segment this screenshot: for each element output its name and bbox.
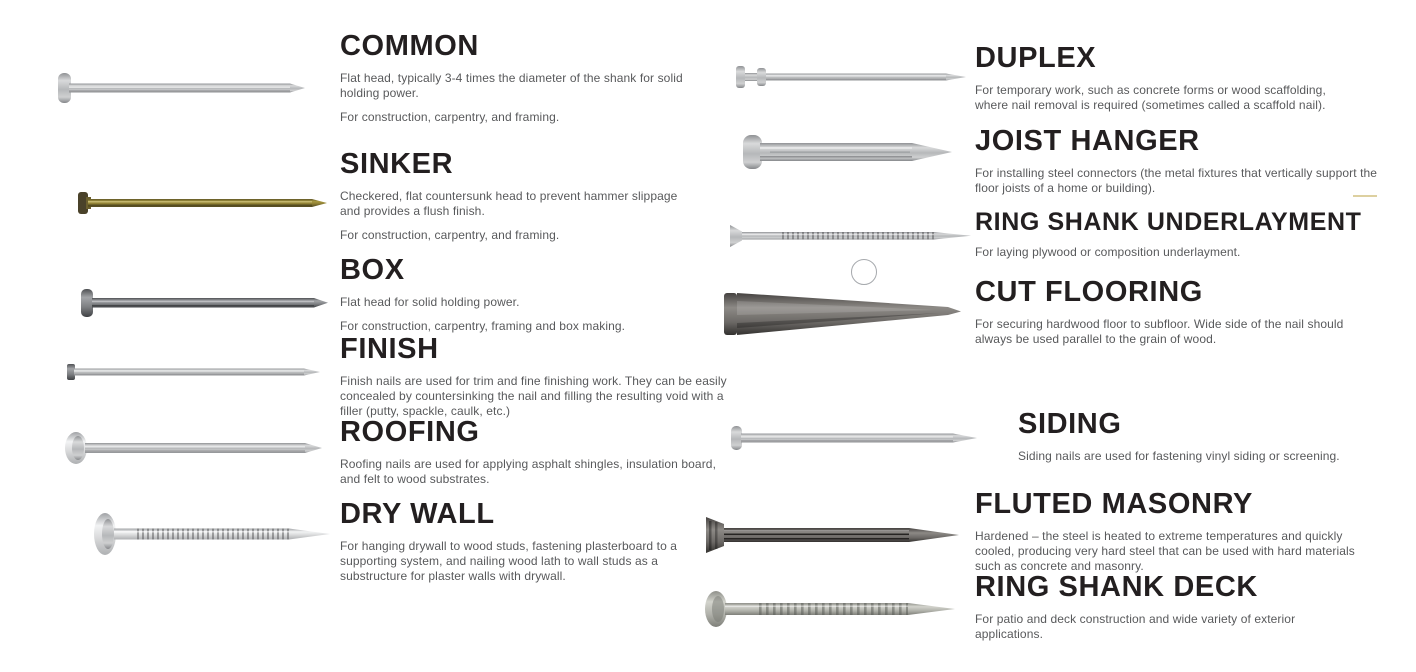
drywall-title: DRY WALL: [340, 498, 495, 530]
ring-shank-underlayment-nail-image: [727, 221, 972, 251]
finish-nail-image: [62, 357, 320, 387]
box-use: For construction, carpentry, framing and box making.: [340, 319, 626, 334]
box-title: BOX: [340, 254, 405, 286]
nail-item-ring-shank-deck: [975, 571, 1315, 651]
joist-hanger-nail-image: [740, 130, 955, 174]
sinker-use: For construction, carpentry, and framing.: [340, 228, 560, 243]
roofing-nail-image: [62, 428, 322, 468]
cut-flooring-description: For securing hardwood floor to subfloor. Wide side of the nail should always be used parallel to the grain of wood.: [975, 317, 1344, 347]
fluted-masonry-title: FLUTED MASONRY: [975, 488, 1253, 520]
joist-hanger-description: For installing steel connectors (the metal fixtures that vertically support the floor joists of a home or building).: [975, 166, 1378, 196]
nail-item-common: [340, 30, 715, 134]
siding-title: SIDING: [1018, 408, 1122, 440]
duplex-description: For temporary work, such as concrete forms or wood scaffolding, where nail removal is required (sometimes called a scaffold nail).: [975, 83, 1326, 113]
nail-item-ring-shank-underlayment: [975, 208, 1395, 269]
sinker-title: SINKER: [340, 148, 454, 180]
nail-item-finish: [340, 333, 730, 428]
nail-item-duplex: [975, 42, 1335, 122]
nail-item-joist-hanger: [975, 125, 1390, 205]
nail-item-fluted-masonry: [975, 488, 1370, 583]
cut-flooring-nail-image: [720, 288, 968, 340]
drywall-nail-image: [92, 508, 332, 560]
ring-shank-deck-description: For patio and deck construction and wide variety of exterior applications.: [975, 612, 1296, 642]
nail-item-sinker: [340, 148, 685, 252]
siding-nail-image: [727, 420, 977, 456]
joist-hanger-title: JOIST HANGER: [975, 125, 1200, 157]
nail-item-siding: [1018, 408, 1368, 473]
cut-flooring-title: CUT FLOORING: [975, 276, 1203, 308]
common-use: For construction, carpentry, and framing.: [340, 110, 560, 125]
drywall-description: For hanging drywall to wood studs, fastening plasterboard to a supporting system, and nailing wood lath to wall studs as a substructure for plaster walls with drywall.: [340, 539, 678, 584]
common-title: COMMON: [340, 30, 479, 62]
common-nail-image: [55, 70, 305, 106]
siding-description: Siding nails are used for fastening vinyl siding or screening.: [1018, 449, 1340, 464]
ring-shank-underlayment-description: For laying plywood or composition underlayment.: [975, 245, 1241, 259]
fluted-masonry-description: Hardened – the steel is heated to extreme temperatures and quickly cooled, producing very hard steel that can be used with hard materials such as concrete and masonry.: [975, 529, 1355, 574]
nail-item-box: [340, 254, 730, 343]
nail-item-drywall: [340, 498, 680, 593]
sinker-description: Checkered, flat countersunk head to prevent hammer slippage and provides a flush finish.: [340, 189, 678, 219]
finish-description: Finish nails are used for trim and fine finishing work. They can be easily concealed by countersinking the nail and filling the resulting void with a filler (putty, spackle, caulk, etc.): [340, 374, 727, 419]
circle-marker-icon: [851, 259, 877, 285]
nail-item-roofing: [340, 416, 725, 496]
finish-title: FINISH: [340, 333, 439, 365]
ring-shank-deck-nail-image: [703, 585, 963, 633]
fluted-masonry-nail-image: [703, 512, 963, 558]
duplex-nail-image: [733, 60, 968, 94]
ring-shank-deck-title: RING SHANK DECK: [975, 571, 1258, 603]
box-description: Flat head for solid holding power.: [340, 295, 520, 310]
sinker-nail-image: [75, 185, 327, 221]
box-nail-image: [78, 285, 328, 321]
nail-item-cut-flooring: [975, 276, 1370, 356]
duplex-title: DUPLEX: [975, 42, 1097, 74]
ring-shank-underlayment-title: RING SHANK UNDERLAYMENT: [975, 208, 1362, 236]
roofing-title: ROOFING: [340, 416, 480, 448]
roofing-description: Roofing nails are used for applying asphalt shingles, insulation board, and felt to wood substrates.: [340, 457, 716, 487]
common-description: Flat head, typically 3-4 times the diameter of the shank for solid holding power.: [340, 71, 683, 101]
